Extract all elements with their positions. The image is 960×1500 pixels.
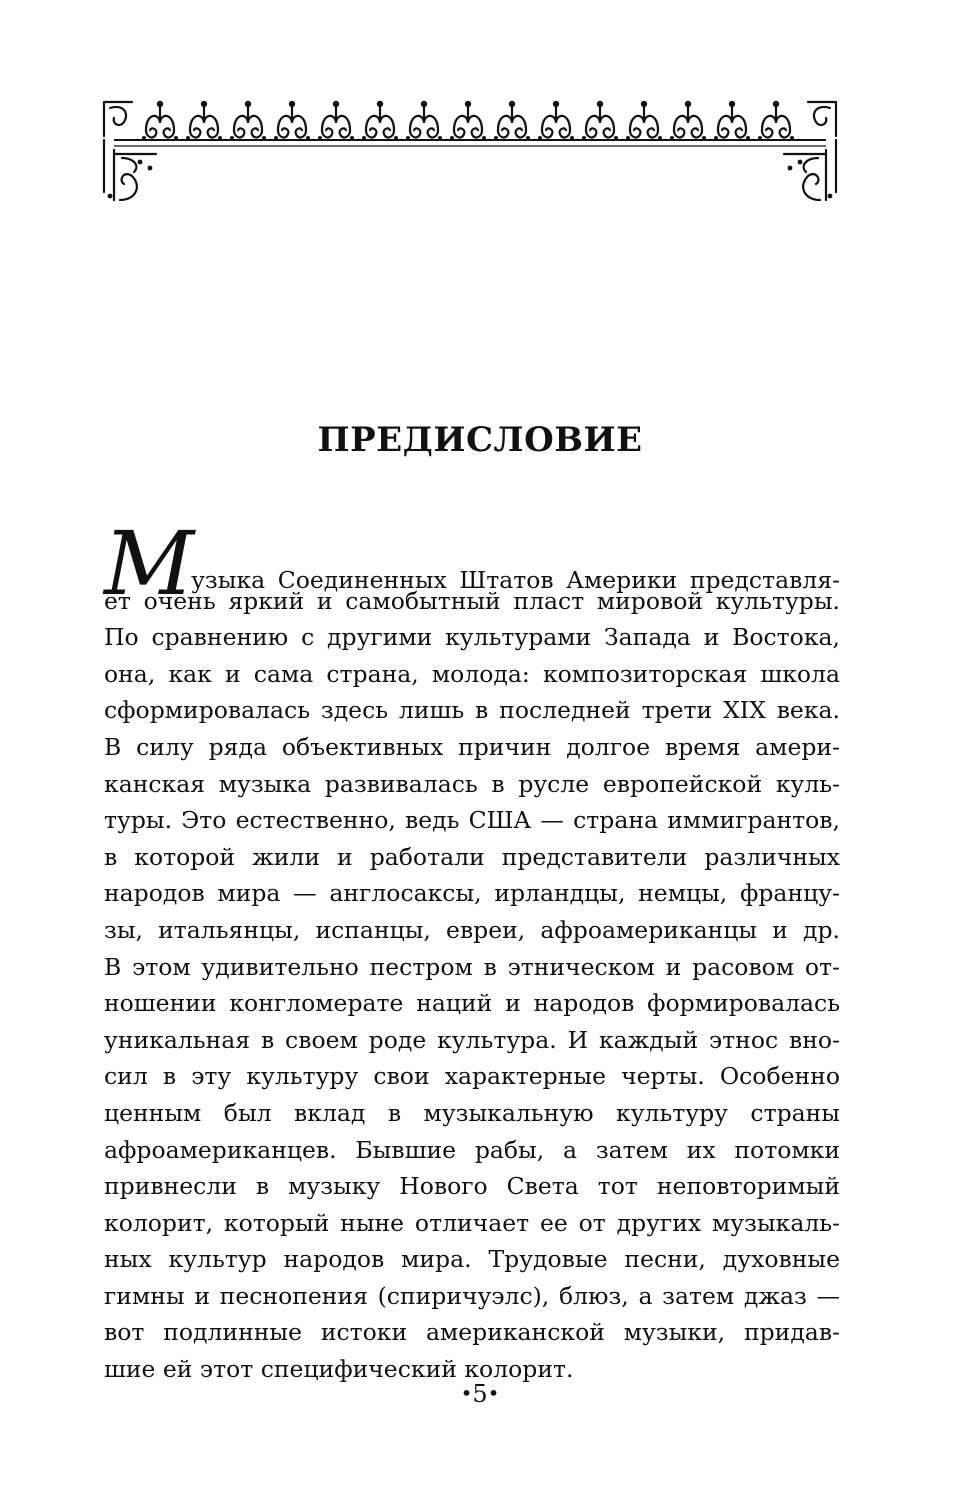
text-line: вот подлинные истоки американской музыки, придав- <box>104 1318 840 1347</box>
text-line: гимны и песнопения (спиричуэлс), блюз, а затем джаз — <box>104 1281 840 1310</box>
folio-dot-icon: • <box>487 1381 500 1405</box>
text-line: ценным был вклад в музыкальную культуру страны <box>104 1098 840 1127</box>
text-line-last: шие ей этот специфический колорит. <box>104 1355 574 1384</box>
text-line: туры. Это естественно, ведь США — страна иммигрантов, <box>104 806 840 835</box>
text-line-1: Музыка Соединенных Штатов Америки представля- <box>104 512 840 615</box>
text-line: ных культур народов мира. Трудовые песни, духовные <box>104 1245 840 1274</box>
text-line: колорит, который ныне отличает ее от других музыкаль- <box>104 1208 840 1237</box>
page-number <box>0 1380 960 1408</box>
text-line: ет очень яркий и самобытный пласт мировой культуры. <box>104 586 840 615</box>
preface-body <box>104 512 840 1388</box>
text-line: сил в эту культуру свои характерные черты. Особенно <box>104 1062 840 1091</box>
text-line: афроамериканцев. Бывшие рабы, а затем их потомки <box>104 1135 840 1164</box>
text-line: зы, итальянцы, испанцы, евреи, афроамериканцы и др. <box>104 915 840 944</box>
drop-cap: М <box>104 512 191 615</box>
folio-dot-icon: • <box>460 1381 473 1405</box>
text-line: В силу ряда объективных причин долгое время амери- <box>104 732 840 761</box>
chapter-title: ПРЕДИСЛОВИЕ <box>317 420 643 460</box>
text-line: канская музыка развивалась в русле европейской куль- <box>104 769 840 798</box>
decorative-header-ornament <box>100 96 840 204</box>
page-number-value: 5 <box>472 1380 488 1408</box>
text-line: народов мира — англосаксы, ирландцы, немцы, францу- <box>104 879 840 908</box>
text-line: сформировалась здесь лишь в последней трети XIX века. <box>104 696 840 725</box>
text-line: уникальная в своем роде культура. И каждый этнос вно- <box>104 1025 840 1054</box>
text-line: По сравнению с другими культурами Запада и Востока, <box>104 623 840 652</box>
text-line: привнесли в музыку Нового Света тот неповторимый <box>104 1172 840 1201</box>
text-line: В этом удивительно пестром в этническом и расовом от- <box>104 952 840 981</box>
text-line: она, как и сама страна, молода: композиторская школа <box>104 659 840 688</box>
text-line: в которой жили и работали представители различных <box>104 842 840 871</box>
text-line: ношении конгломерате наций и народов формировалась <box>104 989 840 1018</box>
